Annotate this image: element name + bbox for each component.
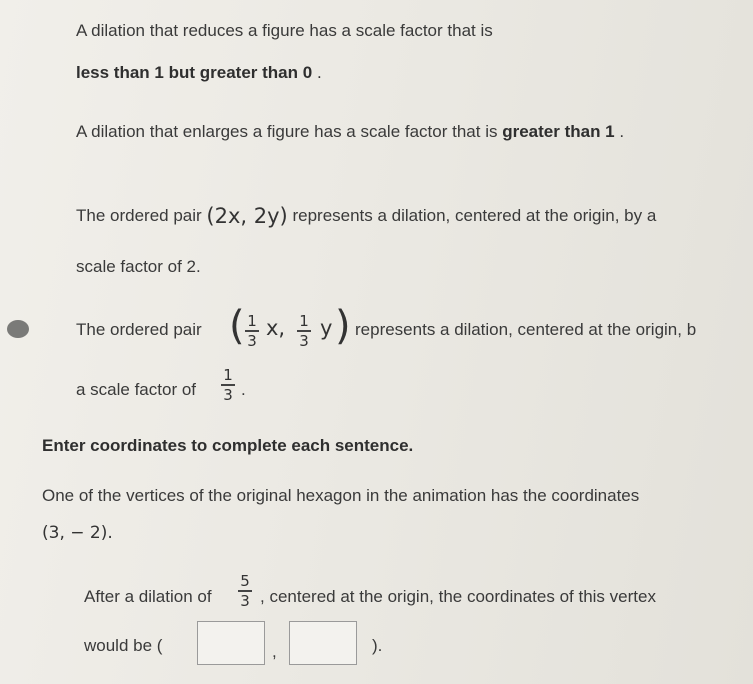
para2 bbox=[76, 123, 624, 140]
x-coordinate-input[interactable] bbox=[197, 621, 265, 665]
para1-one: 1 bbox=[154, 63, 164, 82]
fraction-denominator: 3 bbox=[240, 591, 250, 610]
coordinate-comma: , bbox=[272, 642, 277, 661]
para1-line1: A dilation that reduces a figure has a scale factor that is bbox=[76, 21, 493, 40]
instruction-text: Enter coordinates to complete each sentence. bbox=[42, 436, 414, 455]
para4-prefix: The ordered pair bbox=[76, 320, 202, 339]
para1-zero: 0 bbox=[302, 63, 313, 82]
y-coordinate-input[interactable] bbox=[289, 621, 357, 665]
para4-fraction-y bbox=[297, 313, 311, 349]
para6-fraction bbox=[238, 573, 252, 609]
para6-prefix: After a dilation of bbox=[84, 587, 212, 606]
ordered-pair-2x-2y: (2x, 2y) bbox=[206, 204, 288, 228]
fraction-numerator: 1 bbox=[223, 366, 233, 384]
fraction-denominator: 3 bbox=[247, 331, 257, 350]
para4-suffix: represents a dilation, centered at the origin, b bbox=[355, 320, 697, 339]
fraction-numerator: 5 bbox=[240, 572, 250, 590]
para4-fraction-x bbox=[245, 313, 259, 349]
para4-close-paren: ) bbox=[335, 303, 351, 349]
para6-close: ). bbox=[372, 636, 383, 655]
para3-suffix: represents a dilation, centered at the origin, by a bbox=[287, 206, 657, 225]
para1-less-than: less than bbox=[76, 63, 155, 82]
para2-text: A dilation that enlarges a figure has a scale factor that is bbox=[76, 122, 503, 141]
para4-line2: a scale factor of bbox=[76, 380, 197, 399]
fraction-numerator: 1 bbox=[299, 312, 309, 330]
para6-suffix: , centered at the origin, the coordinates of this vertex bbox=[260, 587, 656, 606]
para3-line2: scale factor of 2. bbox=[76, 257, 201, 276]
para3-line1 bbox=[76, 204, 657, 228]
dot-icon bbox=[7, 320, 29, 338]
para4-open-paren: ( bbox=[229, 303, 245, 349]
para4-x-var: x, bbox=[266, 316, 286, 340]
para4-period: . bbox=[241, 380, 246, 399]
para1-greater-than: but greater than bbox=[163, 63, 303, 82]
para1-line2 bbox=[76, 64, 322, 81]
para3-prefix: The ordered pair bbox=[76, 206, 207, 225]
para2-greater-than-1: greater than 1 bbox=[502, 122, 615, 141]
para1-period: . bbox=[312, 63, 322, 82]
fraction-denominator: 3 bbox=[223, 385, 233, 404]
para2-period: . bbox=[614, 122, 625, 141]
para5-coordinates: (3, − 2). bbox=[42, 523, 113, 543]
para6-would-be: would be ( bbox=[84, 636, 163, 655]
para4-scale-fraction bbox=[221, 367, 235, 403]
para5-line1: One of the vertices of the original hexagon in the animation has the coordinates bbox=[42, 486, 640, 505]
fraction-numerator: 1 bbox=[247, 312, 257, 330]
fraction-denominator: 3 bbox=[299, 331, 309, 350]
para4-y-var: y bbox=[320, 316, 333, 340]
